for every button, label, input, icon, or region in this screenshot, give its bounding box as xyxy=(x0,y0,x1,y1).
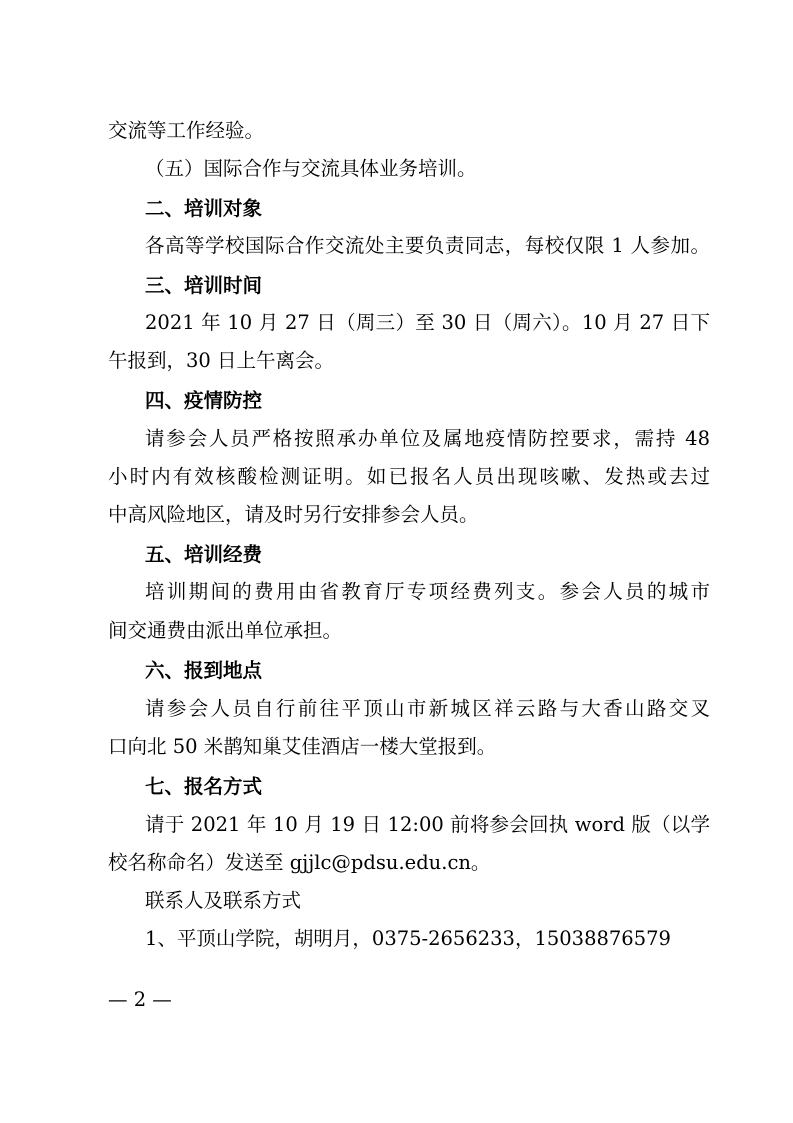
body-text-line: 联系人及联系方式 xyxy=(145,889,302,912)
body-text-line: 请参会人员严格按照承办单位及属地疫情防控要求，需持 48 xyxy=(145,427,710,450)
contact-line: 1、平顶山学院，胡明月，0375-2656233，15038876579 xyxy=(145,927,671,950)
body-text-line: 交流等工作经验。 xyxy=(108,119,265,142)
body-text-line: 午报到，30 日上午离会。 xyxy=(108,349,335,372)
section-heading-funding: 五、培训经费 xyxy=(145,543,263,566)
section-heading-location: 六、报到地点 xyxy=(145,659,263,682)
body-text-line: 小时内有效核酸检测证明。如已报名人员出现咳嗽、发热或去过 xyxy=(108,465,710,488)
body-text-line: （五）国际合作与交流具体业务培训。 xyxy=(145,157,477,180)
body-text-line: 培训期间的费用由省教育厅专项经费列支。参会人员的城市 xyxy=(145,580,710,603)
page-number: — 2 — xyxy=(108,988,172,1011)
body-text-line: 请参会人员自行前往平顶山市新城区祥云路与大香山路交叉 xyxy=(145,697,710,720)
body-text-line: 校名称命名）发送至 gjjlc@pdsu.edu.cn。 xyxy=(108,851,491,874)
section-heading-registration: 七、报名方式 xyxy=(145,775,263,798)
body-text-line: 各高等学校国际合作交流处主要负责同志，每校仅限 1 人参加。 xyxy=(145,234,710,257)
body-text-line: 中高风险地区，请及时另行安排参会人员。 xyxy=(108,503,479,526)
body-text-line: 口向北 50 米鹊知巢艾佳酒店一楼大堂报到。 xyxy=(108,735,497,758)
section-heading-targets: 二、培训对象 xyxy=(145,197,263,220)
body-text-line: 请于 2021 年 10 月 19 日 12:00 前将参会回执 word 版（以学 xyxy=(145,813,710,836)
body-text-line: 2021 年 10 月 27 日（周三）至 30 日（周六）。10 月 27 日下 xyxy=(145,311,710,334)
body-text-line: 间交通费由派出单位承担。 xyxy=(108,619,343,642)
section-heading-epidemic: 四、疫情防控 xyxy=(145,389,263,412)
section-heading-time: 三、培训时间 xyxy=(145,274,263,297)
